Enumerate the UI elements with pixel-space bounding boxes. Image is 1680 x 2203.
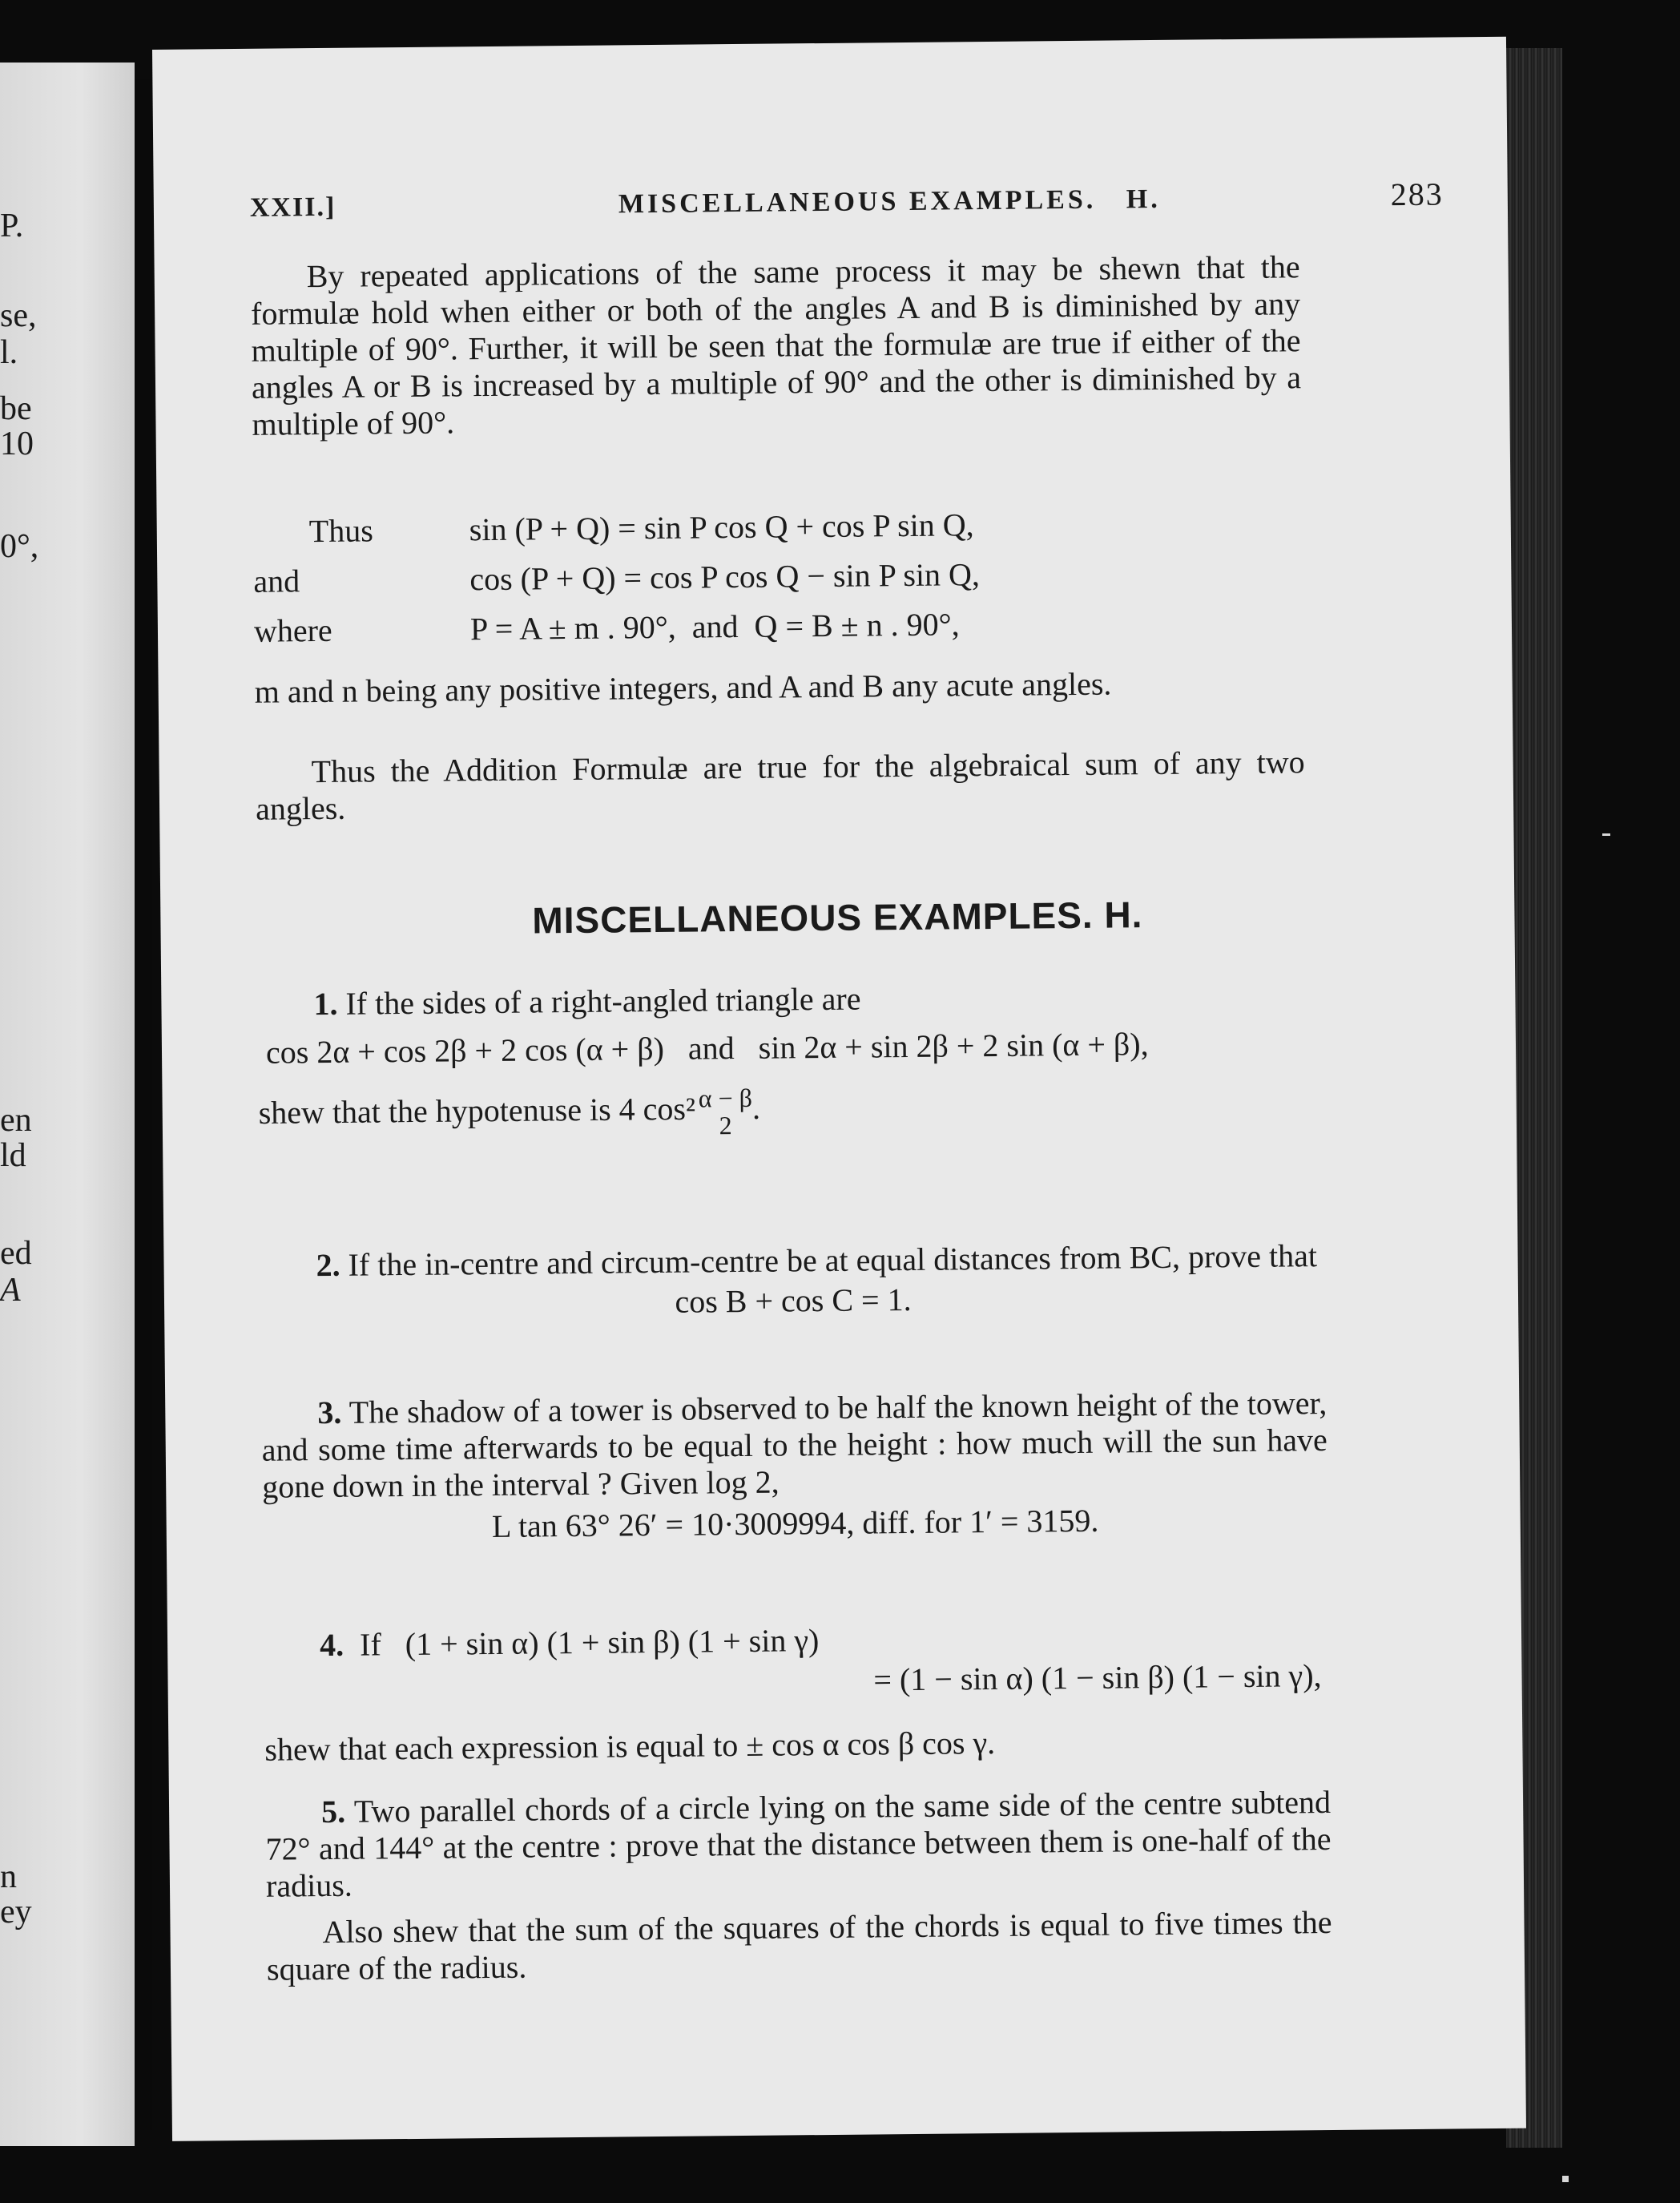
page-number: 283 — [1390, 176, 1444, 213]
intro-section — [251, 248, 1302, 443]
example-closing — [258, 1079, 1324, 1144]
left-fragment: 0°, — [0, 528, 39, 565]
closing-period: . — [751, 1089, 761, 1127]
example-5 — [265, 1784, 1332, 1988]
left-fragment: A — [0, 1272, 21, 1309]
example-2 — [260, 1237, 1326, 1325]
example-number: 5. — [320, 1793, 346, 1830]
book-spine — [135, 79, 152, 2130]
example-3 — [261, 1385, 1328, 1547]
example-number: 1. — [313, 985, 338, 1023]
formula-equation: sin (P + Q) = sin P cos Q + cos P sin Q, — [469, 506, 974, 548]
example-line: If the sides of a right-angled triangle are — [345, 980, 861, 1022]
formula-label: Thus — [308, 512, 373, 550]
left-fragment: se, — [0, 297, 37, 334]
example-4 — [264, 1617, 1331, 1769]
half-angle-fraction — [699, 1084, 753, 1140]
example-closing: shew that each expression is equal to ± cos α cos β cos γ. — [264, 1724, 996, 1768]
formula-equation: cos (P + Q) = cos P cos Q − sin P sin Q, — [469, 556, 981, 598]
right-page — [152, 37, 1526, 2141]
conclusion-text: Thus the Addition Formulæ are true for the algebraical sum of any two angles. — [255, 744, 1305, 827]
conditions-section — [254, 664, 1303, 711]
fraction-denominator: 2 — [719, 1111, 732, 1140]
conditions-text: m and n being any positive integers, and A and B any acute angles. — [254, 665, 1112, 710]
running-title: MISCELLANEOUS EXAMPLES. H. — [618, 184, 1161, 220]
example-text — [261, 1385, 1327, 1506]
formula-label: and — [253, 563, 300, 599]
example-equation: L tan 63° 26′ = 10·3009994, diff. for 1′ = 3159. — [491, 1502, 1099, 1545]
intro-paragraph: By repeated applications of the same process it may be shewn that the formulæ hold when either or both of the angles A and B is diminished by any multiple of 90°. Further, it will be seen that the formulæ are true if either of the angles A or B is increased by a multiple of 90° and the other is diminished by a multiple of 90°. — [250, 248, 1302, 442]
example-number: 3. — [317, 1394, 342, 1431]
fraction-numerator: α − β — [698, 1083, 753, 1113]
example-text — [265, 1784, 1332, 1905]
example-line: If (1 + sin α) (1 + sin β) (1 + sin γ) — [359, 1622, 820, 1663]
example-followup: Also shew that the sum of the squares of the chords is equal to five times the square of the radius. — [266, 1903, 1332, 1987]
example-number: 4. — [319, 1626, 344, 1664]
example-number: 2. — [316, 1246, 340, 1284]
scan-artifact — [1562, 2176, 1569, 2182]
example-text — [260, 1237, 1325, 1285]
example-equation: = (1 − sin α) (1 − sin β) (1 − sin γ), — [873, 1657, 1322, 1698]
chapter-marker: XXII.] — [249, 192, 336, 223]
formula-label: where — [253, 611, 332, 649]
scan-artifact — [1602, 833, 1610, 836]
closing-text: shew that the hypotenuse is 4 cos² — [258, 1090, 696, 1131]
example-text — [264, 1617, 1329, 1664]
section-heading: MISCELLANEOUS EXAMPLES. H. — [532, 894, 1143, 942]
example-text — [257, 976, 1323, 1023]
left-fragment: ed — [0, 1235, 32, 1272]
left-fragment: P. — [0, 208, 24, 244]
left-fragment: ey — [0, 1894, 32, 1931]
example-body: Two parallel chords of a circle lying on the same side of the centre subtend 72° and 144° at the centre : prove that the distance between them is one-half of the radius. — [265, 1783, 1332, 1904]
left-fragment: 10 — [0, 426, 34, 462]
left-fragment: l. — [0, 334, 18, 371]
example-1 — [257, 976, 1324, 1144]
left-fragment: ld — [0, 1137, 26, 1174]
formula-equation: P = A ± m . 90°, and Q = B ± n . 90°, — [469, 606, 960, 648]
left-page-fragment — [0, 63, 135, 2146]
example-body: If the in-centre and circum-centre be at equal distances from BC, prove that — [348, 1237, 1318, 1283]
conclusion-section — [255, 744, 1305, 828]
left-fragment: en — [0, 1102, 32, 1139]
example-equation: cos 2α + cos 2β + 2 cos (α + β) and sin 2α + sin 2β + 2 sin (α + β), — [265, 1026, 1149, 1071]
formula-block — [253, 503, 1304, 663]
formula-row — [254, 603, 1304, 663]
running-header — [250, 178, 1460, 237]
left-fragment: be — [0, 390, 32, 427]
example-equation: cos B + cos C = 1. — [675, 1281, 912, 1320]
example-body: The shadow of a tower is observed to be half the known height of the tower, and some time afterwards to be equal to the height : how much will the sun have gone down in the interval ? Given log 2, — [261, 1385, 1327, 1505]
left-fragment: n — [0, 1858, 17, 1895]
